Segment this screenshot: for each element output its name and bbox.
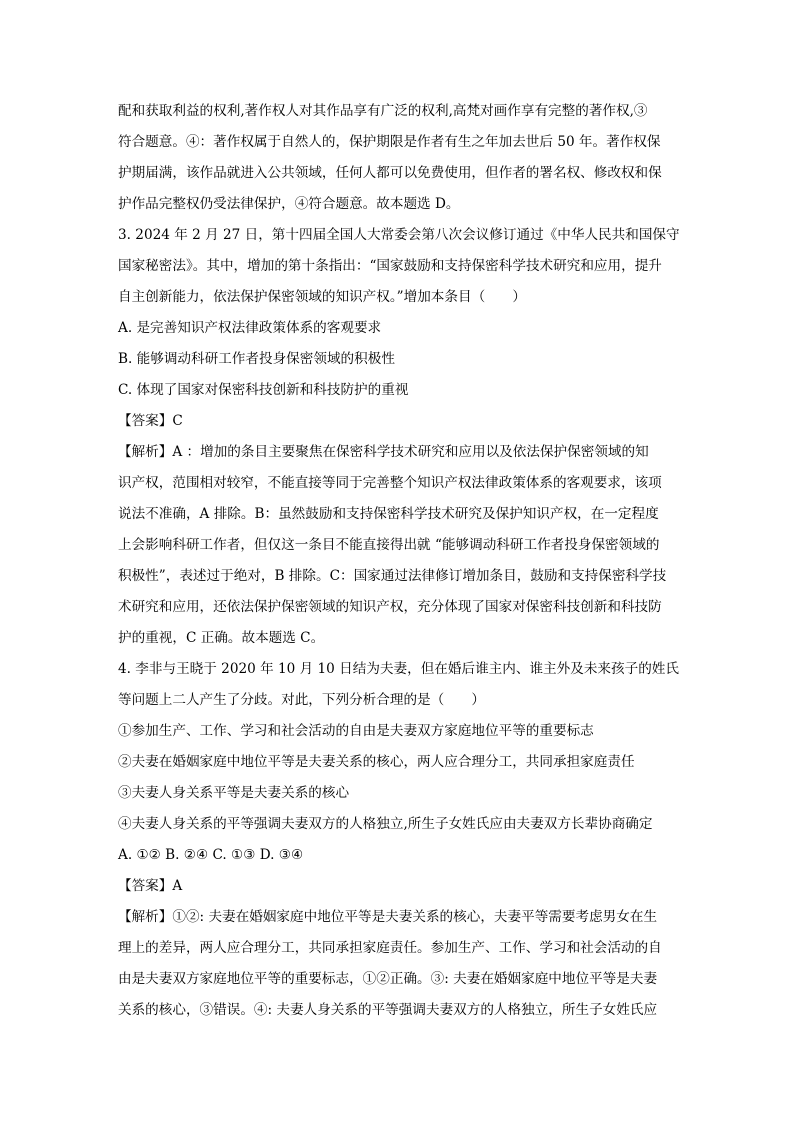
question-3-answer: 【答案】C bbox=[118, 413, 183, 429]
question-3-analysis: 说法不准确，A 排除。B：虽然鼓励和支持保密科学技术研究及保护知识产权，在一定程度 bbox=[118, 506, 659, 522]
question-4-statement-2: ②夫妻在婚姻家庭中地位平等是夫妻关系的核心，两人应合理分工，共同承担家庭责任 bbox=[118, 754, 635, 770]
document-body bbox=[118, 96, 678, 1026]
question-4-analysis: 【解析】①②: 夫妻在婚姻家庭中地位平等是夫妻关系的核心，夫妻平等需要考虑男女在生 bbox=[118, 909, 658, 925]
text-line: 配和获取利益的权利,著作权人对其作品享有广泛的权利,高梵对画作享有完整的著作权,③ bbox=[118, 103, 648, 119]
question-3-analysis: 术研究和应用，还依法保护保密领域的知识产权，充分体现了国家对保密科技创新和科技防 bbox=[118, 599, 662, 615]
question-3-stem: 3. 2024 年 2 月 27 日，第十四届全国人大常委会第八次会议修订通过《中华人民共和国保守 bbox=[118, 227, 680, 243]
question-3-analysis: 识产权，范围相对较窄，不能直接等同于完善整个知识产权法律政策体系的客观要求，该项 bbox=[118, 475, 662, 491]
question-4-stem: 4. 李非与王晓于 2020 年 10 月 10 日结为夫妻，但在婚后谁主内、谁主外及未来孩子的姓氏 bbox=[118, 661, 679, 677]
question-4-answer: 【答案】A bbox=[118, 878, 183, 894]
question-4-analysis: 关系的核心，③错误。④: 夫妻人身关系的平等强调夫妻双方的人格独立，所生子女姓氏应 bbox=[118, 1002, 658, 1018]
question-4-statement-1: ①参加生产、工作、学习和社会活动的自由是夫妻双方家庭地位平等的重要标志 bbox=[118, 723, 594, 739]
question-4-statement-4: ④夫妻人身关系的平等强调夫妻双方的人格独立,所生子女姓氏应由夫妻双方长辈协商确定 bbox=[118, 816, 653, 832]
question-3-option-a: A. 是完善知识产权法律政策体系的客观要求 bbox=[118, 320, 382, 336]
question-4-statement-3: ③夫妻人身关系平等是夫妻关系的核心 bbox=[118, 785, 350, 801]
question-3-stem: 自主创新能力，依法保护保密领域的知识产权。”增加本条目（ ） bbox=[118, 289, 526, 305]
question-3-analysis: 积极性”，表述过于绝对，B 排除。C：国家通过法律修订增加条目，鼓励和支持保密科学技 bbox=[118, 568, 667, 584]
question-3-analysis: 【解析】A ：增加的条目主要聚焦在保密科学技术研究和应用以及依法保护保密领域的知 bbox=[118, 444, 649, 460]
question-4-stem: 等问题上二人产生了分歧。对此，下列分析合理的是（ ） bbox=[118, 692, 486, 708]
question-3-option-b: B. 能够调动科研工作者投身保密领域的积极性 bbox=[118, 351, 395, 367]
question-4-options: A. ①② B. ②④ C. ①③ D. ③④ bbox=[118, 847, 304, 863]
text-line: 护作品完整权仍受法律保护，④符合题意。故本题选 D。 bbox=[118, 196, 460, 212]
question-3-option-c: C. 体现了国家对保密科技创新和科技防护的重视 bbox=[118, 382, 409, 398]
text-line: 护期届满，该作品就进入公共领域，任何人都可以免费使用，但作者的署名权、修改权和保 bbox=[118, 165, 662, 181]
question-3-analysis: 上会影响科研工作者，但仅这一条目不能直接得出就 “能够调动科研工作者投身保密领域的 bbox=[118, 537, 660, 553]
question-3-analysis: 护的重视，C 正确。故本题选 C。 bbox=[118, 630, 325, 646]
question-3-stem: 国家秘密法》。其中，增加的第十条指出：“国家鼓励和支持保密科学技术研究和应用，提升 bbox=[118, 258, 662, 274]
question-4-analysis: 由是夫妻双方家庭地位平等的重要标志，①②正确。③: 夫妻在婚姻家庭中地位平等是夫妻 bbox=[118, 971, 658, 987]
text-line: 符合题意。④：著作权属于自然人的，保护期限是作者有生之年加去世后 50 年。著作权保 bbox=[118, 134, 661, 150]
question-4-analysis: 理上的差异，两人应合理分工，共同承担家庭责任。参加生产、工作、学习和社会活动的自 bbox=[118, 940, 662, 956]
